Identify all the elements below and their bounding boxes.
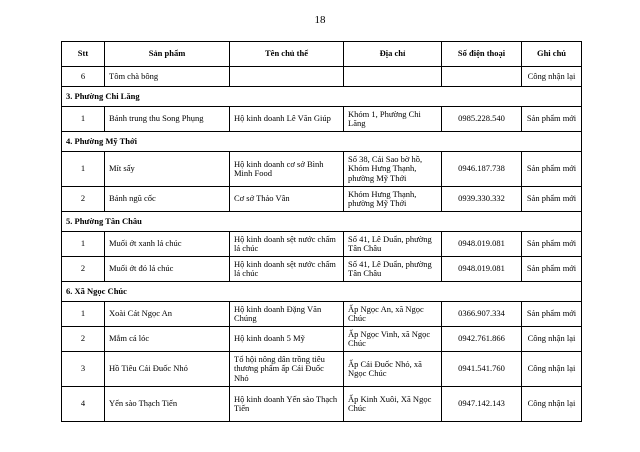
table-row bbox=[62, 232, 582, 257]
table-row bbox=[62, 352, 582, 387]
cell-phone: 0947.142.143 bbox=[442, 387, 522, 422]
cell-note: Sản phẩm mới bbox=[522, 152, 582, 187]
cell-product: Yến sào Thạch Tiến bbox=[105, 387, 230, 422]
section-row bbox=[62, 132, 582, 152]
cell-phone: 0985.228.540 bbox=[442, 107, 522, 132]
cell-phone: 0939.330.332 bbox=[442, 187, 522, 212]
cell-note: Công nhận lại bbox=[522, 352, 582, 387]
cell-phone: 0948.019.081 bbox=[442, 257, 522, 282]
cell-address: Ấp Ngọc An, xã Ngọc Chúc bbox=[344, 302, 442, 327]
table-body bbox=[62, 67, 582, 422]
section-title: 4. Phường Mỹ Thới bbox=[62, 132, 582, 152]
cell-stt: 6 bbox=[62, 67, 105, 87]
section-row bbox=[62, 282, 582, 302]
cell-address: Số 38, Cái Sao bờ hồ, Khóm Hưng Thạnh, phường Mỹ Thới bbox=[344, 152, 442, 187]
section-title: 3. Phường Chi Lăng bbox=[62, 87, 582, 107]
cell-owner: Hộ kinh doanh cơ sở Bình Minh Food bbox=[230, 152, 344, 187]
cell-stt: 2 bbox=[62, 257, 105, 282]
cell-owner: Hộ kinh doanh Yến sào Thạch Tiến bbox=[230, 387, 344, 422]
cell-owner: Hộ kinh doanh 5 Mỹ bbox=[230, 327, 344, 352]
cell-phone: 0946.187.738 bbox=[442, 152, 522, 187]
page-number: 18 bbox=[314, 14, 326, 26]
cell-note: Sản phẩm mới bbox=[522, 257, 582, 282]
product-table bbox=[61, 41, 582, 422]
cell-stt: 3 bbox=[62, 352, 105, 387]
table-row bbox=[62, 187, 582, 212]
header-stt: Stt bbox=[62, 42, 105, 67]
cell-product: Muối ớt xanh lá chúc bbox=[105, 232, 230, 257]
cell-product: Hồ Tiêu Cái Đuốc Nhỏ bbox=[105, 352, 230, 387]
cell-phone: 0942.761.866 bbox=[442, 327, 522, 352]
header-phone: Số điện thoại bbox=[442, 42, 522, 67]
cell-address: Số 41, Lê Duẩn, phường Tân Châu bbox=[344, 257, 442, 282]
cell-product: Tôm chà bông bbox=[105, 67, 230, 87]
cell-address: Khóm 1, Phường Chi Lăng bbox=[344, 107, 442, 132]
cell-owner bbox=[230, 67, 344, 87]
cell-stt: 1 bbox=[62, 302, 105, 327]
cell-note: Sản phẩm mới bbox=[522, 232, 582, 257]
cell-owner: Hộ kinh doanh Đặng Văn Chúng bbox=[230, 302, 344, 327]
section-row bbox=[62, 87, 582, 107]
cell-owner: Hộ kinh doanh sệt nước chấm lá chúc bbox=[230, 232, 344, 257]
header-owner: Tên chủ thể bbox=[230, 42, 344, 67]
section-title: 5. Phường Tân Châu bbox=[62, 212, 582, 232]
header-product: Sản phẩm bbox=[105, 42, 230, 67]
cell-address: Số 41, Lê Duẩn, phường Tân Châu bbox=[344, 232, 442, 257]
cell-product: Muối ớt đỏ lá chúc bbox=[105, 257, 230, 282]
cell-product: Xoài Cát Ngọc An bbox=[105, 302, 230, 327]
cell-address: Ấp Ngọc Vinh, xã Ngọc Chúc bbox=[344, 327, 442, 352]
cell-owner: Hộ kinh doanh Lê Văn Giúp bbox=[230, 107, 344, 132]
table-row bbox=[62, 302, 582, 327]
header-address: Địa chỉ bbox=[344, 42, 442, 67]
table-row bbox=[62, 257, 582, 282]
cell-address: Ấp Cái Đuốc Nhỏ, xã Ngọc Chúc bbox=[344, 352, 442, 387]
section-row bbox=[62, 212, 582, 232]
cell-address: Khóm Hưng Thạnh, phường Mỹ Thới bbox=[344, 187, 442, 212]
cell-product: Bánh trung thu Song Phụng bbox=[105, 107, 230, 132]
cell-phone: 0366.907.334 bbox=[442, 302, 522, 327]
header-note: Ghi chú bbox=[522, 42, 582, 67]
cell-product: Mắm cá lóc bbox=[105, 327, 230, 352]
cell-stt: 4 bbox=[62, 387, 105, 422]
table-row bbox=[62, 107, 582, 132]
cell-stt: 1 bbox=[62, 107, 105, 132]
cell-stt: 2 bbox=[62, 187, 105, 212]
cell-address bbox=[344, 67, 442, 87]
cell-stt: 2 bbox=[62, 327, 105, 352]
cell-owner: Tổ hội nông dân trồng tiêu thương phẩm ấp Cái Đuốc Nhỏ bbox=[230, 352, 344, 387]
table-row bbox=[62, 152, 582, 187]
table-row bbox=[62, 67, 582, 87]
cell-product: Mít sấy bbox=[105, 152, 230, 187]
cell-phone: 0941.541.760 bbox=[442, 352, 522, 387]
cell-owner: Hộ kinh doanh sệt nước chấm lá chúc bbox=[230, 257, 344, 282]
cell-address: Ấp Kinh Xuôi, Xã Ngọc Chúc bbox=[344, 387, 442, 422]
table-row bbox=[62, 327, 582, 352]
cell-note: Công nhận lại bbox=[522, 387, 582, 422]
table-row bbox=[62, 387, 582, 422]
header-row bbox=[62, 42, 582, 67]
cell-stt: 1 bbox=[62, 152, 105, 187]
cell-note: Sản phẩm mới bbox=[522, 302, 582, 327]
cell-stt: 1 bbox=[62, 232, 105, 257]
cell-note: Công nhận lại bbox=[522, 67, 582, 87]
cell-product: Bánh ngũ cốc bbox=[105, 187, 230, 212]
cell-note: Sản phẩm mới bbox=[522, 187, 582, 212]
cell-note: Sản phẩm mới bbox=[522, 107, 582, 132]
cell-note: Công nhận lại bbox=[522, 327, 582, 352]
cell-phone bbox=[442, 67, 522, 87]
cell-phone: 0948.019.081 bbox=[442, 232, 522, 257]
cell-owner: Cơ sở Thảo Vân bbox=[230, 187, 344, 212]
section-title: 6. Xã Ngọc Chúc bbox=[62, 282, 582, 302]
